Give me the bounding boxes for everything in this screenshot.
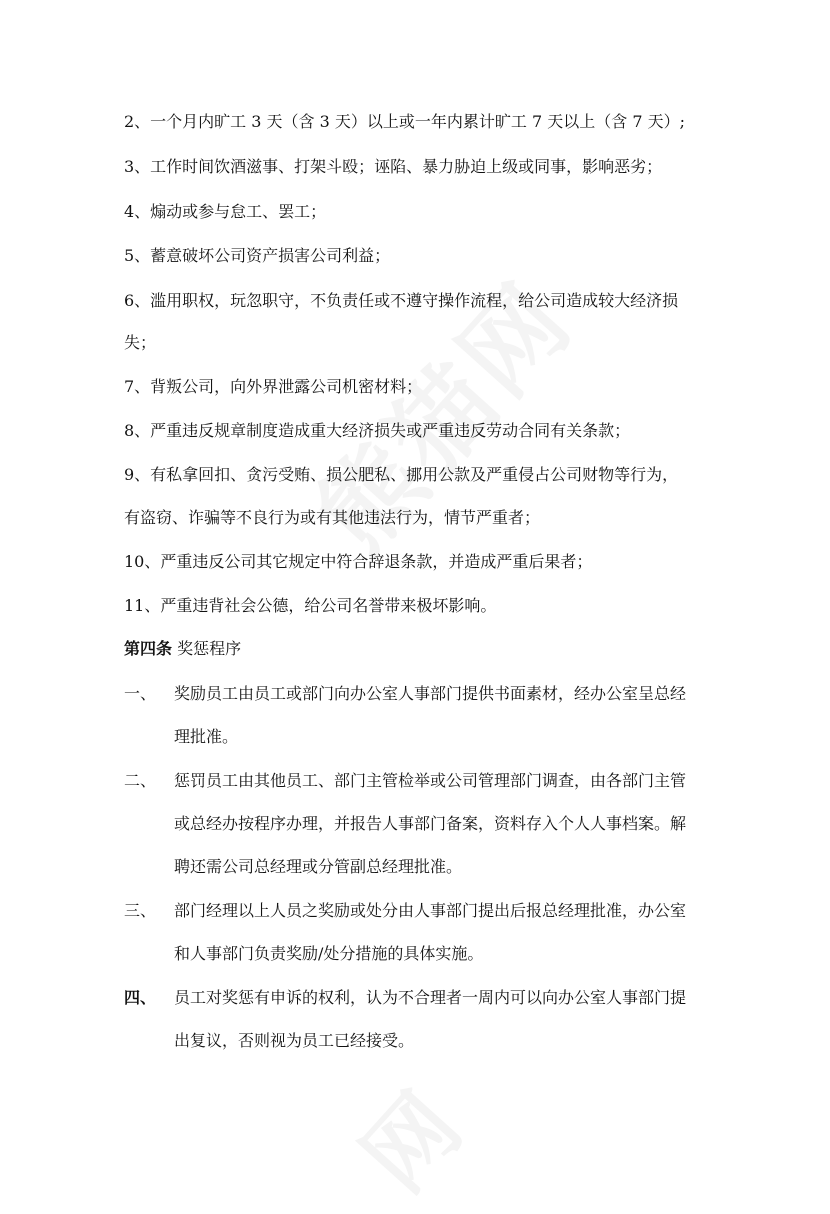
- section-title: 奖惩程序: [177, 639, 242, 658]
- section-heading: [124, 639, 241, 659]
- list-item: 8、严重违反规章制度造成重大经济损失或严重违反劳动合同有关条款；: [124, 421, 631, 440]
- procedure-number: 四、: [124, 988, 157, 1007]
- list-item: 4、煽动或参与怠工、罢工；: [124, 202, 327, 221]
- watermark-bottom: [328, 1056, 489, 1214]
- procedure-line: 和人事部门负责奖励/处分措施的具体实施。: [174, 944, 484, 963]
- list-item: 7、背叛公司，向外界泄露公司机密材料；: [124, 377, 423, 396]
- procedure-line: 理批准。: [174, 727, 239, 746]
- procedure-line: 惩罚员工由其他员工、部门主管检举或公司管理部门调查，由各部门主管: [174, 771, 687, 790]
- procedure-line: 员工对奖惩有申诉的权利，认为不合理者一周内可以向办公室人事部门提: [174, 988, 687, 1007]
- procedure-number: 三、: [124, 901, 157, 920]
- procedure-line: 或总经办按程序办理，并报告人事部门备案，资料存入个人人事档案。解: [174, 814, 687, 833]
- procedure-number: 一、: [124, 684, 157, 703]
- procedure-number: 二、: [124, 771, 157, 790]
- list-item: 10、严重违反公司其它规定中符合辞退条款，并造成严重后果者；: [124, 552, 593, 571]
- list-item: 6、滥用职权，玩忽职守，不负责任或不遵守操作流程，给公司造成较大经济损: [124, 291, 679, 310]
- list-item: 2、一个月内旷工 3 天（含 3 天）以上或一年内累计旷工 7 天以上（含 7 天）;: [124, 112, 685, 131]
- procedure-line: 部门经理以上人员之奖励或处分由人事部门提出后报总经理批准，办公室: [174, 901, 687, 920]
- list-item: 3、工作时间饮酒滋事、打架斗殴；诬陷、暴力胁迫上级或同事，影响恶劣；: [124, 157, 663, 176]
- list-item-continuation: 失；: [124, 333, 157, 352]
- procedure-line: 聘还需公司总经理或分管副总经理批准。: [174, 857, 463, 876]
- list-item: 9、有私拿回扣、贪污受贿、损公肥私、挪用公款及严重侵占公司财物等行为，: [124, 465, 679, 484]
- list-item: 5、蓄意破坏公司资产损害公司利益；: [124, 246, 391, 265]
- procedure-line: 出复议，否则视为员工已经接受。: [174, 1031, 415, 1050]
- list-item: 11、严重违背社会公德，给公司名誉带来极坏影响。: [124, 596, 497, 615]
- procedure-line: 奖励员工由员工或部门向办公室人事部门提供书面素材，经办公室呈总经: [174, 684, 687, 703]
- list-item-continuation: 有盗窃、诈骗等不良行为或有其他违法行为，情节严重者；: [124, 508, 541, 527]
- section-label: 第四条: [124, 639, 173, 658]
